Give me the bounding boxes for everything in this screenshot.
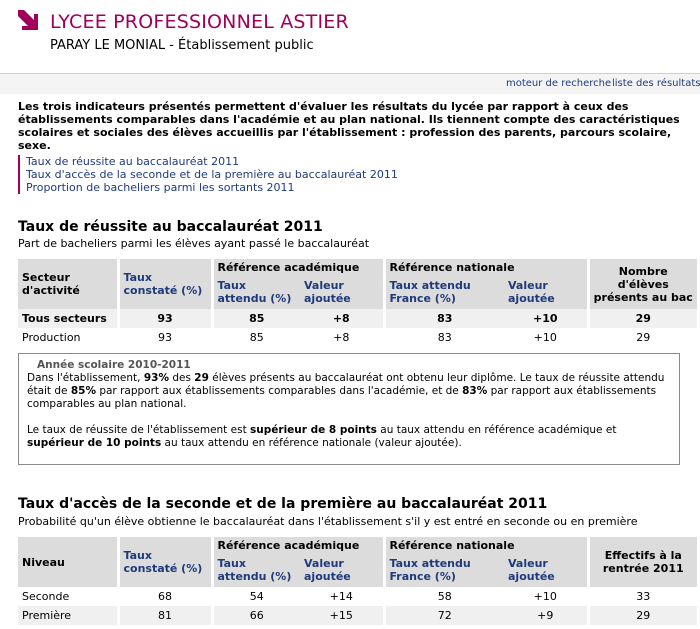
table-row [18, 606, 697, 625]
section-subtitle-acces: Probabilité qu'un élève obtienne le baccalauréat dans l'établissement s'il y est entré en seconde ou en première [18, 515, 638, 528]
note-year: Année scolaire 2010-2011 [37, 359, 191, 371]
section-title-reussite: Taux de réussite au baccalauréat 2011 [18, 219, 323, 235]
results-list-link[interactable]: liste des résultats [612, 78, 700, 89]
header-ref-nationale: Référence nationale [384, 537, 588, 555]
nav-bar [0, 73, 700, 94]
cell-va-nat: +10 [533, 331, 557, 344]
anchor-links [18, 155, 398, 194]
header-nombre-eleves: Nombre d'élèves présents au bac [588, 259, 697, 309]
corner-arrow-icon [18, 10, 38, 30]
cell-effectifs: 33 [588, 587, 697, 606]
cell-va-acad: +8 [300, 309, 384, 328]
header-taux-attendu: Taux attendu (%) [212, 277, 300, 309]
explanation-box [18, 353, 680, 465]
table-row [18, 309, 697, 328]
section-title-acces: Taux d'accès de la seconde et de la première au baccalauréat 2011 [18, 496, 548, 512]
search-engine-link[interactable]: moteur de recherche [506, 78, 612, 89]
cell-va-nat: +10 [504, 309, 588, 328]
header-ref-nationale: Référence nationale [384, 259, 588, 277]
cell-constate: 81 [118, 606, 212, 625]
table-row [18, 587, 697, 606]
header-ref-academique: Référence académique [212, 537, 384, 555]
header-taux-attendu-france: Taux attendu France (%) [384, 555, 504, 587]
results-table-reussite [18, 259, 697, 347]
header-taux-constate: Taux constaté (%) [118, 259, 212, 309]
header-taux-attendu: Taux attendu (%) [212, 555, 300, 587]
school-title: LYCEE PROFESSIONNEL ASTIER [50, 11, 349, 33]
page-header [0, 0, 700, 62]
table-row [18, 328, 697, 347]
cell-attendu-acad: 54 [212, 587, 300, 606]
section-subtitle-reussite: Part de bacheliers parmi les élèves ayant passé le baccalauréat [18, 237, 370, 250]
cell-va-nat: +9 [504, 606, 588, 625]
note-paragraph-1: Dans l'établissement, 93% des 29 élèves présents au baccalauréat ont obtenu leur diplôme. Le taux de réussite attendu était de 85% par rapport aux établissements comparables dans l'académie, et de 83% par rapport aux établissements comparables au plan national. [27, 372, 665, 410]
cell-va-acad: +8 [333, 331, 350, 344]
cell-nombre: 29 [588, 328, 697, 347]
cell-attendu-nat: 58 [384, 587, 504, 606]
cell-attendu-acad: 66 [212, 606, 300, 625]
row-label: Production [22, 331, 81, 344]
cell-va-acad: +15 [300, 606, 384, 625]
anchor-link-proportion[interactable]: Proportion de bacheliers parmi les sortants 2011 [26, 181, 295, 194]
header-valeur-ajoutee: Valeur ajoutée [300, 277, 384, 309]
header-valeur-ajoutee-nat: Valeur ajoutée [504, 277, 588, 309]
cell-attendu-acad: 85 [212, 328, 300, 347]
header-ref-academique: Référence académique [212, 259, 384, 277]
header-effectifs: Effectifs à la rentrée 2011 [588, 537, 697, 587]
cell-va-nat: +10 [533, 590, 557, 603]
cell-attendu-nat: 83 [384, 328, 504, 347]
intro-text: Les trois indicateurs présentés permettent d'évaluer les résultats du lycée par rapport à ceux des établissements comparables dans l'académie et au plan national. Ils tiennent compte des caractéristiques scolaires et sociales des élèves accueillis par l'établissement : profession des parents, parcours scolaire, sexe. [18, 100, 680, 152]
header-taux-constate: Taux constaté (%) [118, 537, 212, 587]
row-label: Première [18, 606, 118, 625]
cell-constate: 93 [118, 309, 212, 328]
row-label: Seconde [22, 590, 70, 603]
cell-attendu-nat: 83 [384, 309, 504, 328]
cell-attendu-nat: 72 [384, 606, 504, 625]
cell-attendu-acad: 85 [212, 309, 300, 328]
header-valeur-ajoutee-nat: Valeur ajoutée [504, 555, 588, 587]
results-table-acces [18, 537, 697, 625]
header-niveau: Niveau [18, 537, 118, 587]
cell-nombre: 29 [588, 309, 697, 328]
note-paragraph-2: Le taux de réussite de l'établissement est supérieur de 8 points au taux attendu en référence académique et supérieur de 10 points au taux attendu en référence nationale (valeur ajoutée). [27, 424, 617, 449]
header-valeur-ajoutee: Valeur ajoutée [300, 555, 384, 587]
row-label: Tous secteurs [18, 309, 118, 328]
cell-va-acad: +14 [329, 590, 353, 603]
anchor-link-reussite[interactable]: Taux de réussite au baccalauréat 2011 [26, 155, 240, 168]
header-taux-attendu-france: Taux attendu France (%) [384, 277, 504, 309]
school-subtitle: PARAY LE MONIAL - Établissement public [50, 38, 314, 53]
header-secteur: Secteur d'activité [18, 259, 118, 309]
cell-constate: 68 [118, 587, 212, 606]
cell-constate: 93 [118, 328, 212, 347]
anchor-link-acces[interactable]: Taux d'accès de la seconde et de la première au baccalauréat 2011 [26, 168, 398, 181]
cell-effectifs: 29 [588, 606, 697, 625]
